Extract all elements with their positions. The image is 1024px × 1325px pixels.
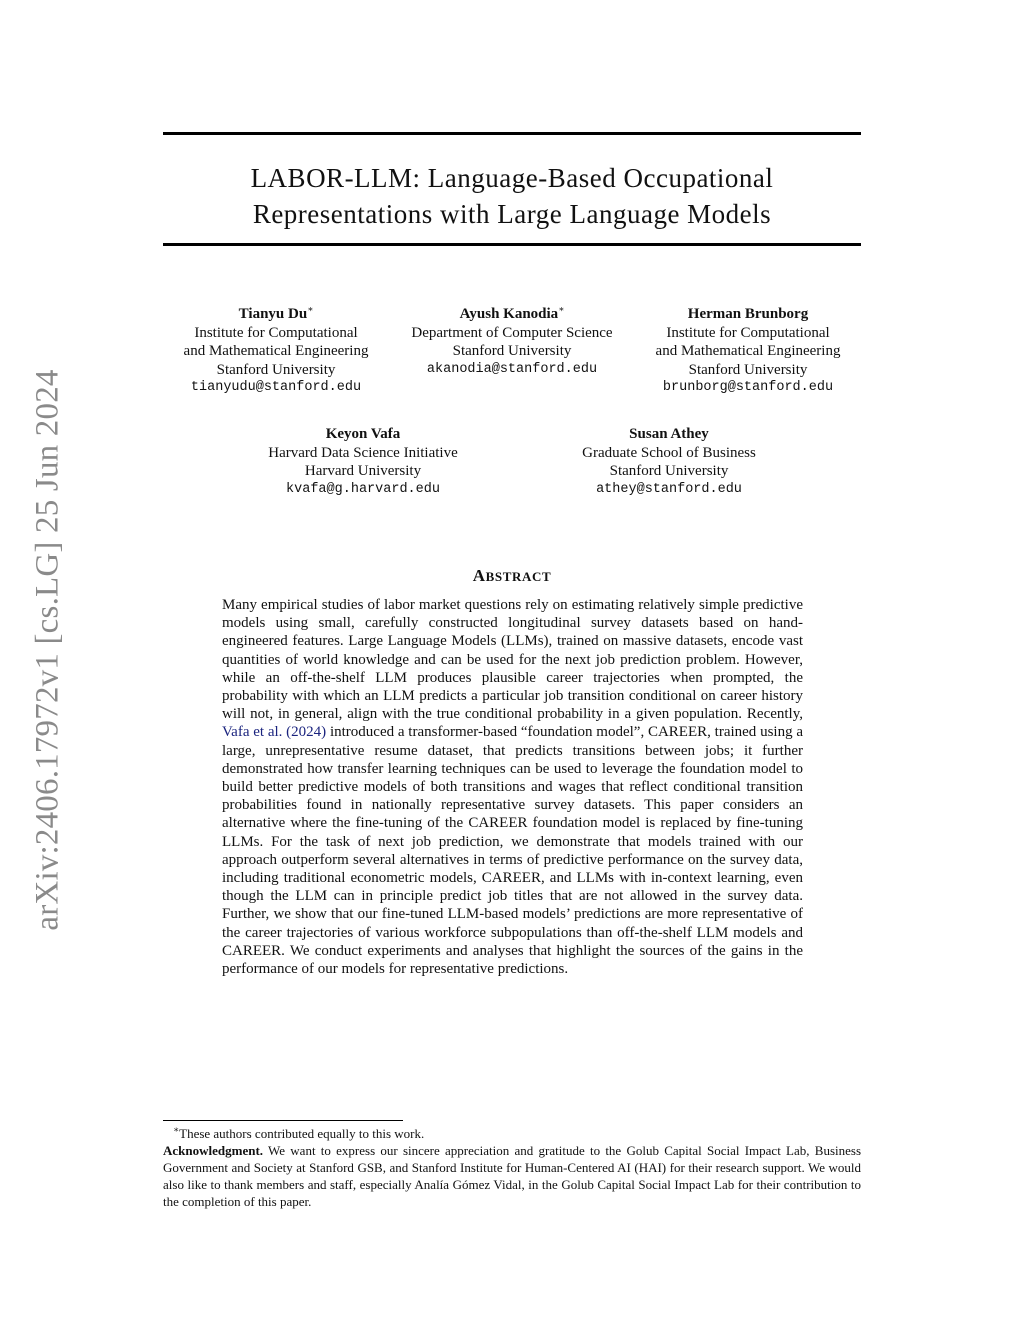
- arxiv-side-stamp: arXiv:2406.17972v1 [cs.LG] 25 Jun 2024: [29, 369, 66, 931]
- author-affiliation: and Mathematical Engineering: [655, 343, 841, 359]
- author-email[interactable]: kvafa@g.harvard.edu: [286, 481, 440, 497]
- author-name: Tianyu Du: [238, 306, 308, 322]
- title-line-1: LABOR-LLM: Language-Based Occupational: [250, 163, 774, 193]
- author-name: Ayush Kanodia: [459, 306, 559, 322]
- abstract-heading-rest: BSTRACT: [485, 569, 552, 584]
- footnote-rule: [163, 1120, 403, 1121]
- footnote-mark: ∗: [173, 1124, 180, 1135]
- acknowledgment: [163, 1142, 861, 1210]
- author-affiliation: Institute for Computational: [666, 324, 830, 341]
- author-email[interactable]: tianyudu@stanford.edu: [190, 380, 362, 395]
- author-affiliation: Department of Computer Science: [411, 324, 613, 341]
- title-line-2: Representations with Large Language Models: [252, 199, 772, 229]
- author-affiliation: Institute for Computational: [194, 324, 358, 341]
- paper-title: [163, 160, 861, 232]
- abstract-heading-initial: A: [472, 566, 486, 585]
- author-affiliation: Stanford University: [609, 463, 729, 479]
- author-affiliation: Stanford University: [688, 361, 808, 378]
- abstract-heading: [0, 566, 1024, 586]
- author-name: Keyon Vafa: [325, 426, 401, 442]
- equal-contribution-mark: ∗: [558, 304, 565, 314]
- author-affiliation: Stanford University: [452, 343, 572, 359]
- equal-contribution-mark: ∗: [307, 304, 314, 314]
- author-email[interactable]: athey@stanford.edu: [596, 481, 742, 497]
- author-name: Herman Brunborg: [687, 306, 809, 322]
- footnote-text: These authors contributed equally to this work.: [179, 1126, 425, 1141]
- title-top-rule: [163, 132, 861, 135]
- acknowledgment-text: We want to express our sincere appreciation and gratitude to the Golub Capital Social Impact Lab, Business Government and Society at Stanford GSB, and Stanford Institute for Human-Centered AI (HAI) for their research support. We would also like to thank members and staff, especially Analía Gómez Vidal, in the Golub Capital Social Impact Lab for their contribution to the completion of this paper.: [163, 1143, 861, 1209]
- author-affiliation: Harvard University: [304, 463, 422, 479]
- author-affiliation: and Mathematical Engineering: [183, 343, 369, 359]
- acknowledgment-label: Acknowledgment.: [163, 1143, 264, 1158]
- author-affiliation: Stanford University: [216, 361, 336, 378]
- author-block: [411, 305, 612, 379]
- author-affiliation: Graduate School of Business: [582, 444, 756, 461]
- footnotes: [163, 1125, 861, 1210]
- author-email[interactable]: brunborg@stanford.edu: [662, 380, 834, 395]
- author-affiliation: Harvard Data Science Initiative: [268, 444, 458, 461]
- abstract-body: [222, 596, 803, 978]
- author-block: [582, 425, 756, 499]
- title-bottom-rule: [163, 243, 861, 246]
- author-name: Susan Athey: [629, 426, 709, 442]
- author-block: [656, 305, 841, 398]
- author-email[interactable]: akanodia@stanford.edu: [426, 361, 598, 377]
- author-block: [268, 425, 458, 499]
- author-block: [184, 305, 369, 398]
- footnote-equal-contribution: [163, 1125, 861, 1142]
- citation-link[interactable]: Vafa et al. (2024): [222, 724, 327, 741]
- abstract-text: Many empirical studies of labor market questions rely on estimating relatively simple predictive models using small, carefully constructed longitudinal survey datasets based on hand-engineered features. Large Language Models (LLMs), trained on massive datasets, encode vast quantities of world knowledge and can be used for the next job prediction problem. However, while an off-the-shelf LLM produces plausible career trajectories when prompted, the probability with which an LLM predicts a particular job transition conditional on career history will not, in general, align with the true conditional probability in a given population. Recently,: [222, 597, 803, 723]
- abstract-text: introduced a transformer-based “foundation model”, CAREER, trained using a large, unrepresentative resume dataset, that predicts transitions between jobs; it further demonstrated how transfer learning techniques can be used to leverage the foundation model to build better predictive models of both transitions and wages that reflect conditional transition probabilities found in nationally representative survey datasets. This paper considers an alternative where the fine-tuning of the CAREER foundation model is replaced by fine-tuning LLMs. For the task of next job prediction, we demonstrate that models trained with our approach outperform several alternatives in terms of predictive performance on the survey data, including traditional econometric models, CAREER, and LLMs with in-context learning, even though the LLM can in principle predict job titles that are not allowed in the survey data. Further, we show that our fine-tuned LLM-based models’ predictions are more representative of the career trajectories of various workforce subpopulations than off-the-shelf LLM models and CAREER. We conduct experiments and analyses that highlight the sources of the gains in the performance of our models for representative predictions.: [222, 724, 803, 978]
